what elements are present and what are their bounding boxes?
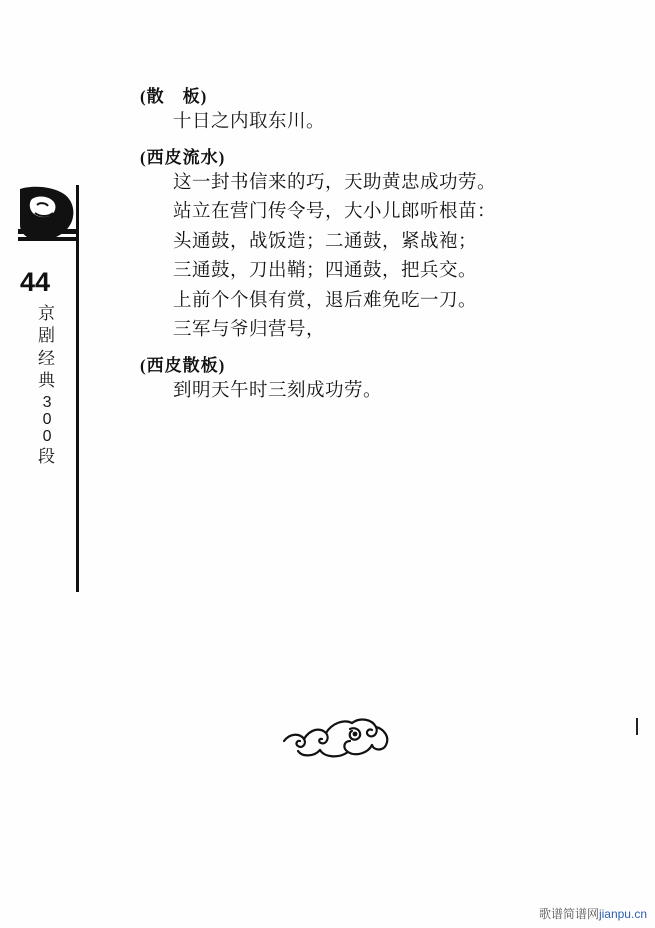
corner-ornament-icon	[18, 185, 78, 247]
lyric-block	[140, 357, 570, 401]
tempo-cue: (散 板)	[140, 87, 208, 106]
vertical-title-char-3: 经	[38, 348, 56, 368]
lyric-block	[140, 149, 570, 340]
page-number: 44	[20, 267, 51, 297]
vertical-book-title	[30, 303, 64, 468]
vertical-title-number: 300	[38, 393, 56, 445]
lyric-line: 上前个个俱有赏，退后难免吃一刀。	[173, 290, 478, 311]
lyric-line: 到明天午时三刻成功劳。	[173, 380, 383, 401]
lyric-line: 三通鼓，刀出鞘；四通鼓，把兵交。	[173, 261, 478, 281]
ink-flourish-decoration	[280, 705, 410, 770]
lyric-line: 站立在营门传令号，大小儿郎听根苗：	[173, 202, 497, 222]
page-margin-block	[18, 185, 98, 605]
lyric-line: 十日之内取东川。	[173, 112, 326, 132]
lyric-line: 这一封书信来的巧，天助黄忠成功劳。	[173, 172, 497, 193]
lyrics-body	[140, 88, 570, 411]
tempo-cue: (西皮流水)	[140, 147, 226, 167]
site-watermark	[539, 905, 647, 922]
margin-tick-mark	[636, 718, 638, 735]
margin-vertical-rule	[76, 185, 79, 592]
vertical-title-char-2: 剧	[38, 326, 56, 346]
watermark-text: 歌谱简谱网	[538, 907, 599, 921]
vertical-title-char-1: 京	[38, 304, 56, 323]
vertical-title-suffix: 段	[38, 446, 56, 466]
lyric-block	[140, 88, 570, 132]
lyric-line: 头通鼓，战饭造；二通鼓，紧战袍；	[173, 231, 478, 252]
lyric-line: 三军与爷归营号，	[173, 320, 326, 340]
vertical-title-char-4: 典	[38, 371, 56, 391]
watermark-url: jianpu.cn	[598, 907, 647, 921]
tempo-cue: (西皮散板)	[140, 355, 226, 375]
